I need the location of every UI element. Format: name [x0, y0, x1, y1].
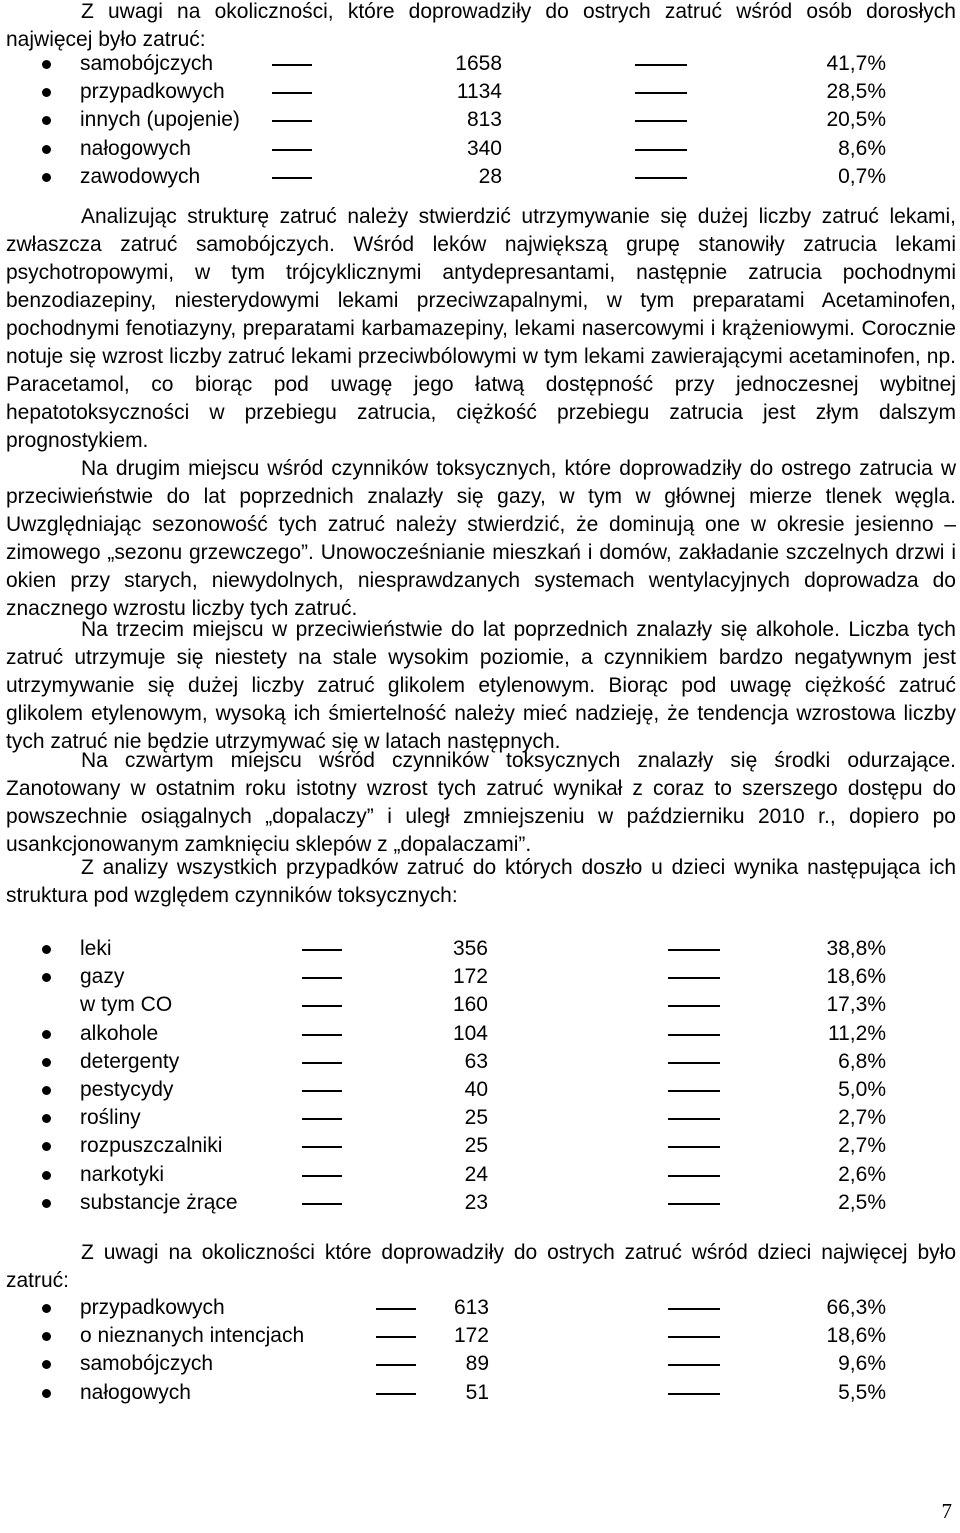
list-item: samobójczych 89 9,6% — [0, 1350, 960, 1378]
intro-children: Z uwagi na okoliczności które doprowadziły do ostrych zatruć wśród dzieci najwięcej było zatruć: — [6, 1241, 956, 1292]
paragraph-gases: Na drugim miejscu wśród czynników toksycznych, które doprowadziły do ostrego zatrucia w przeciwieństwie do lat poprzednich znalazły się gazy, w tym w głównej mierze tlenek węgla. Uwzględniając sezonowość tych zatruć należy stwierdzić, że dominują one w okresie jesienno – zimowego „sezonu grzewczego”. Unowocześnianie mieszkań i domów, zakładanie szczelnych drzwi i okien przy starych, niewydolnych, niesprawdzanych systemach wentylacyjnych doprowadza do znacznego wzrostu liczby tych zatruć. — [6, 457, 956, 620]
list-item: przypadkowych 1134 28,5% — [0, 78, 960, 106]
bullet-icon — [42, 88, 51, 97]
bullet-icon — [42, 1199, 51, 1208]
bullet-icon — [42, 116, 51, 125]
bullet-icon — [42, 1360, 51, 1369]
bullet-icon — [42, 973, 51, 982]
list-item: zawodowych 28 0,7% — [0, 163, 960, 191]
bullet-icon — [42, 1058, 51, 1067]
bullet-icon — [42, 1171, 51, 1180]
list-item: o nieznanych intencjach 172 18,6% — [0, 1322, 960, 1350]
list-item: innych (upojenie) 813 20,5% — [0, 106, 960, 134]
list-item: detergenty 63 6,8% — [0, 1048, 960, 1076]
list-item: nałogowych 51 5,5% — [0, 1379, 960, 1407]
bullet-icon — [42, 1086, 51, 1095]
list-item: pestycydy 40 5,0% — [0, 1076, 960, 1104]
bullet-icon — [42, 173, 51, 182]
bullet-icon — [42, 945, 51, 954]
list-item: nałogowych 340 8,6% — [0, 135, 960, 163]
list-item: narkotyki 24 2,6% — [0, 1161, 960, 1189]
paragraph-drugs: Na czwartym miejscu wśród czynników toksycznych znalazły się środki odurzające. Zanotowany w ostatnim roku istotny wzrost tych zatruć wynikał z coraz to szerszego dostępu do powszechnie osiągalnych „dopalaczy” i uległ zmniejszeniu w październiku 2010 r., dopiero po usankcjonowanym zamknięciu sklepów z „dopalaczami”. — [6, 749, 956, 856]
bullet-icon — [42, 1332, 51, 1341]
list-item: substancje żrące 23 2,5% — [0, 1189, 960, 1217]
list-item: samobójczych 1658 41,7% — [0, 50, 960, 78]
page-number: 7 — [941, 1499, 952, 1523]
bullet-icon — [42, 60, 51, 69]
list-item: przypadkowych 613 66,3% — [0, 1294, 960, 1322]
list-item: rośliny 25 2,7% — [0, 1104, 960, 1132]
list-item: gazy 172 18,6% — [0, 963, 960, 991]
list-item: w tym CO 160 17,3% — [80, 993, 886, 1017]
list-item: leki 356 38,8% — [0, 935, 960, 963]
list-item: rozpuszczalniki 25 2,7% — [0, 1132, 960, 1160]
children-circumstances-list — [0, 1294, 960, 1407]
bullet-icon — [42, 1389, 51, 1398]
bullet-icon — [42, 145, 51, 154]
list-item: alkohole 104 11,2% — [0, 1020, 960, 1048]
paragraph-children-intro: Z analizy wszystkich przypadków zatruć do których doszło u dzieci wynika następująca ich struktura pod względem czynników toksycznych: — [6, 856, 956, 907]
children-agents-list — [0, 935, 960, 1217]
bullet-icon — [42, 1142, 51, 1151]
paragraph-alcohols: Na trzecim miejscu w przeciwieństwie do lat poprzednich znalazły się alkohole. Liczba tych zatruć utrzymuje się niestety na stale wysokim poziomie, a czynnikiem bardzo negatywnym jest utrzymywanie się dużej liczby zatruć glikolem etylenowym. Biorąc pod uwagę ciężkość zatruć glikolem etylenowym, wysoką ich śmiertelność należy mieć nadzieję, że tendencja wzrostowa liczby tych zatruć nie będzie utrzymywać się w latach następnych. — [6, 618, 956, 753]
bullet-icon — [42, 1030, 51, 1039]
bullet-icon — [42, 1114, 51, 1123]
paragraph-medicines: Analizując strukturę zatruć należy stwierdzić utrzymywanie się dużej liczby zatruć lekami, zwłaszcza zatruć samobójczych. Wśród leków największą grupę stanowiły zatrucia lekami psychotropowymi, w tym trójcyklicznymi antydepresantami, następnie zatrucia pochodnymi benzodiazepiny, niesterydowymi lekami przeciwzapalnymi, w tym preparatami Acetaminofen, pochodnymi fenotiazyny, preparatami karbamazepiny, lekami nasercowymi i krążeniowymi. Corocznie notuje się wzrost liczby zatruć lekami przeciwbólowymi w tym lekami zawierającymi acetaminofen, np. Paracetamol, co biorąc pod uwagę jego łatwą dostępność przy jednoczesnej wybitnej hepatotoksyczności w przebiegu zatrucia, ciężkość przebiegu zatrucia jest złym dalszym prognostykiem. — [6, 205, 956, 452]
adults-list — [0, 50, 960, 191]
bullet-icon — [42, 1304, 51, 1313]
intro-adults: Z uwagi na okoliczności, które doprowadziły do ostrych zatruć wśród osób dorosłych najwięcej było zatruć: — [6, 0, 956, 51]
